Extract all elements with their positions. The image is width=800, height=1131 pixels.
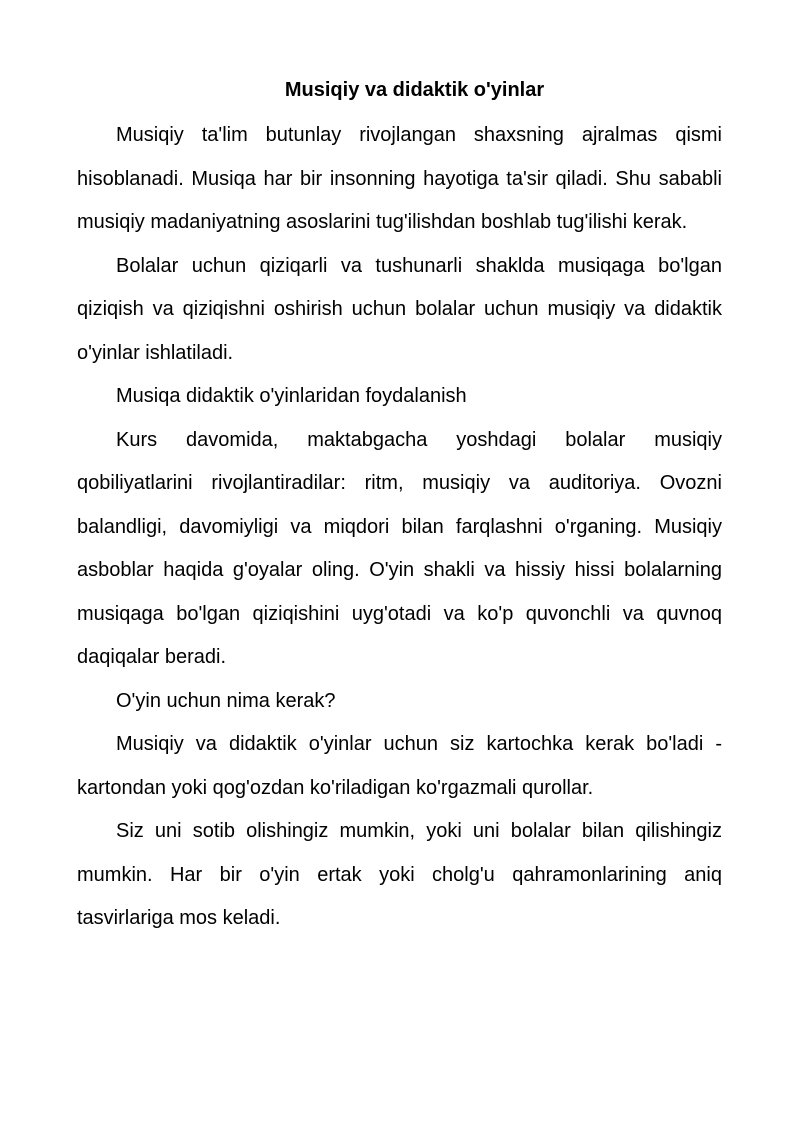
paragraph-purpose: Bolalar uchun qiziqarli va tushunarli shaklda musiqaga bo'lgan qiziqish va qiziqishni oshirish uchun bolalar uchun musiqiy va didaktik o'yinlar ishlatiladi. [77,254,722,364]
paragraph-cards: Musiqiy va didaktik o'yinlar uchun siz kartochka kerak bo'ladi - kartondan yoki qog'ozdan ko'riladigan ko'rgazmali qurollar. [77,733,722,799]
paragraph-making: Siz uni sotib olishingiz mumkin, yoki uni bolalar bilan qilishingiz mumkin. Har bir o'yin ertak yoki cholg'u qahramonlarining aniq tasvirlariga mos keladi. [77,820,722,929]
document-page [77,72,722,941]
document-title: Musiqiy va didaktik o'yinlar [284,79,545,101]
paragraph-course: Kurs davomida, maktabgacha yoshdagi bolalar musiqiy qobiliyatlarini rivojlantiradilar: ritm, musiqiy va auditoriya. Ovozni balandligi, davomiyligi va miqdori bilan farqlashni o'rganing. Musiqiy asboblar haqida g'oyalar oling. O'yin shakli va hissiy hissi bolalarning musiqaga bo'lgan qiziqishini uyg'otadi va ko'p quvonchli va quvnoq daqiqalar beradi. [77,428,722,668]
paragraph-intro: Musiqiy ta'lim butunlay rivojlangan shaxsning ajralmas qismi hisoblanadi. Musiqa har bir insonning hayotiga ta'sir qiladi. Shu sababli musiqiy madaniyatning asoslarini tug'ilishdan boshlab tug'ilishi kerak. [77,124,722,233]
paragraph-heading-needs: O'yin uchun nima kerak? [116,689,336,712]
paragraph-heading-usage: Musiqa didaktik o'yinlaridan foydalanish [116,385,467,407]
